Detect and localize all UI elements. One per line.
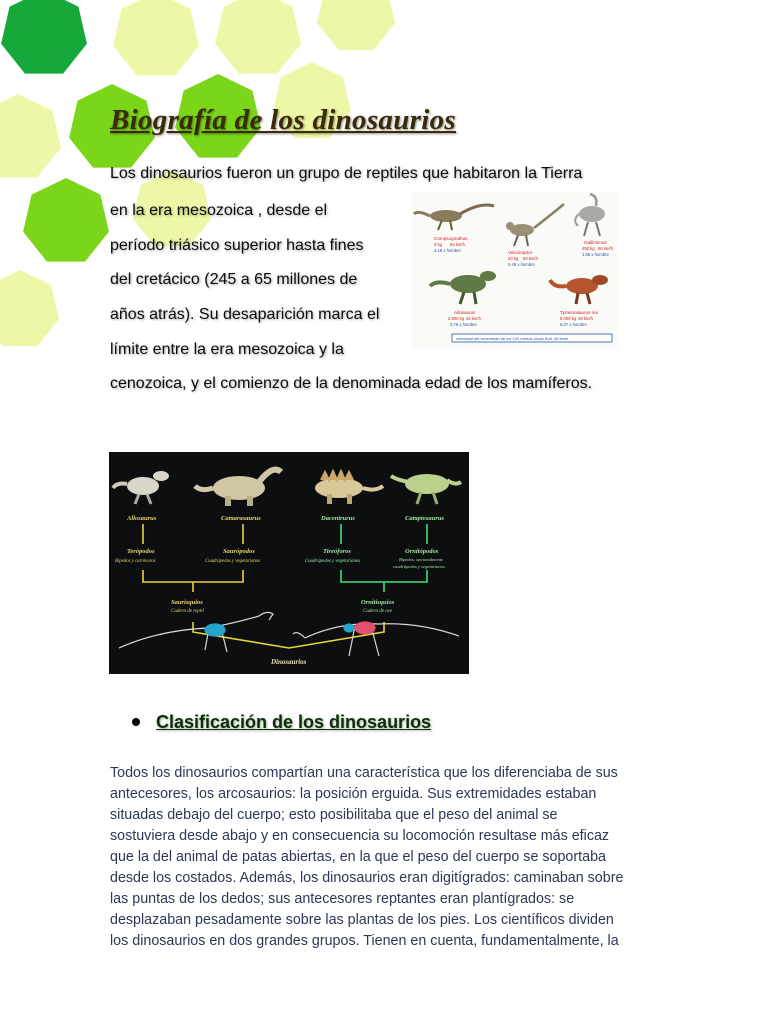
body-line: situadas debajo del cuerpo; esto posibilitaba que el peso del animal se: [110, 807, 558, 823]
intro-line: cenozoica, y el comienzo de la denominada edad de los mamíferos.: [110, 375, 593, 392]
decorative-heptagon: [113, 0, 199, 76]
decorative-heptagon: [1, 0, 87, 74]
dino-ratio-label: 1.55 x hombre: [582, 252, 609, 257]
group-name-label: Terópodos: [127, 548, 155, 555]
intro-line: años atrás). Su desaparición marca el: [110, 306, 380, 323]
dino-speed-label: 64 km/h: [450, 242, 465, 247]
speed-footer-text: velocidad del recordman de los 100 metros Usain Bolt: 36 km/h: [456, 336, 569, 341]
intro-line: Los dinosaurios fueron un grupo de reptiles que habitaron la Tierra: [110, 165, 583, 182]
dinosaur-speed-image: [412, 192, 618, 348]
intro-line: límite entre la era mesozoica y la: [110, 341, 344, 358]
group-desc-label: cuadrúpedos y vegetarianos: [393, 564, 445, 569]
decorative-heptagon: [0, 94, 61, 178]
order-name-label: Ornitisquios: [361, 599, 395, 606]
body-line: desde los costados. Además, los dinosaurios eran digitígrados: caminaban sobre: [110, 870, 624, 886]
order-name-label: Saurisquios: [171, 599, 203, 606]
genus-label: Dacentrurus: [321, 515, 355, 522]
dino-weight-label: 6.000 kg: [560, 316, 577, 321]
bullet-point: [132, 718, 140, 726]
intro-line: del cretácico (245 a 65 millones de: [110, 271, 358, 288]
dino-name-label: Compsognathus: [434, 236, 468, 241]
dino-name-label: Velociraptor: [508, 250, 533, 255]
order-desc-label: Cadera de reptil: [171, 609, 204, 614]
body-line: sostuviera desde abajo y en consecuencia su locomoción resultase más eficaz: [110, 828, 610, 844]
allosaurus-illustration: [430, 271, 496, 304]
body-line: los dinosaurios en dos grandes grupos. Tienen en cuenta, fundamentalmente, la: [110, 933, 619, 949]
decorative-heptagon: [0, 270, 59, 346]
group-name-label: Ornitópodos: [405, 548, 439, 555]
dinosaur-cladogram-image: [109, 452, 469, 674]
group-desc-label: Cuadrúpedos y vegetarianos: [305, 559, 361, 564]
decorative-heptagon: [23, 178, 109, 262]
intro-line: en la era mesozoica , desde el: [110, 202, 328, 219]
genus-label: Camptosaurus: [405, 515, 445, 522]
order-desc-label: Cadera de ave: [363, 609, 393, 614]
velociraptor-illustration: [506, 204, 564, 246]
group-name-label: Tireóforos: [323, 548, 351, 555]
genus-label: Allosaurus: [127, 515, 157, 522]
group-desc-label: Cuadrúpedos y vegetarianos: [205, 559, 261, 564]
group-desc-label: Bípedos, opcionalmente: [399, 557, 444, 562]
compsognathus-illustration: [414, 205, 494, 230]
dino-name-label: Gallimimus: [584, 240, 607, 245]
group-desc-label: Bípedos y carnívoros: [115, 559, 156, 564]
body-line: Todos los dinosaurios compartían una característica que los diferenciaba de sus: [110, 765, 618, 781]
decorative-heptagon: [317, 0, 395, 50]
dino-weight-label: 20 kg: [508, 256, 519, 261]
dino-speed-label: 56 km/h: [598, 246, 613, 251]
root-label: Dinosaurios: [271, 658, 307, 666]
group-name-label: Saurópodos: [223, 548, 255, 555]
body-line: desplazaban pesadamente sobre las plantas de los pies. Los científicos dividen: [110, 912, 614, 928]
dino-weight-label: 3 kg: [434, 242, 442, 247]
gallimimus-illustration: [575, 194, 605, 236]
dino-weight-label: 450 kg: [582, 246, 595, 251]
section-title: Clasificación de los dinosaurios: [156, 712, 432, 732]
dino-speed-label: 50 km/h: [523, 256, 538, 261]
dino-ratio-label: 5.07 x hombre: [560, 322, 587, 327]
dino-speed-label: 29 km/h: [578, 316, 593, 321]
dino-name-label: Tyrannosaurus rex: [560, 310, 599, 315]
dino-ratio-label: 0.49 x hombre: [508, 262, 535, 267]
body-line: que la del animal de patas abiertas, en la que el peso del cuerpo se soportaba: [110, 849, 606, 865]
genus-label: Camarasaurus: [221, 515, 261, 522]
dino-weight-label: 2.500 kg: [448, 316, 465, 321]
dino-ratio-label: 4.18 x hombre: [434, 248, 461, 253]
body-line: antecesores, los arcosaurios: la posición erguida. Sus extremidades estaban: [110, 786, 597, 802]
dino-name-label: Allosaurus: [454, 310, 476, 315]
dino-ratio-label: 3.76 x hombre: [450, 322, 477, 327]
body-line: las puntas de los dedos; sus antecesores reptantes eran plantígrados: se: [110, 891, 575, 907]
decorative-heptagon: [215, 0, 301, 74]
intro-line: período triásico superior hasta fines: [110, 237, 364, 254]
tyrannosaurus-illustration: [550, 275, 608, 304]
dino-speed-label: 34 km/h: [466, 316, 481, 321]
page-title: Biografía de los dinosaurios: [110, 104, 456, 136]
